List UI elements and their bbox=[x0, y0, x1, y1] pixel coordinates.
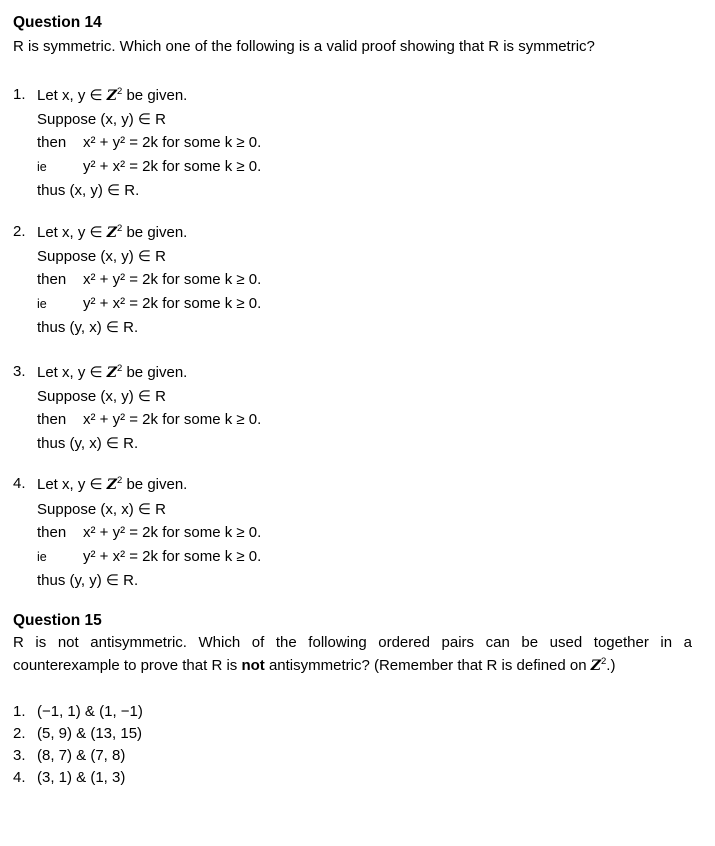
suppose-line: Suppose (x, y) ∈ R bbox=[37, 388, 166, 405]
question-14-title: Question 14 bbox=[13, 14, 102, 31]
let-line: Let x, y ∈ $Z^2$ be given. bbox=[37, 363, 188, 381]
suppose-line: Suppose (x, x) ∈ R bbox=[37, 501, 166, 518]
thus-line: thus (y, x) ∈ R. bbox=[37, 319, 139, 336]
then-line: then x² + y² = 2k for some k ≥ 0. bbox=[37, 411, 262, 428]
then-line: then x² + y² = 2k for some k ≥ 0. bbox=[37, 524, 262, 541]
option-number: 4. bbox=[13, 475, 26, 492]
question-15-title: Question 15 bbox=[13, 612, 102, 629]
then-line: then x² + y² = 2k for some k ≥ 0. bbox=[37, 271, 262, 288]
suppose-line: Suppose (x, y) ∈ R bbox=[37, 248, 166, 265]
question-15-prompt-line2: counterexample to prove that R is not antisymmetric? (Remember that R is defined on $Z^2$.) bbox=[13, 656, 616, 674]
let-line: Let x, y ∈ $Z^2$ be given. bbox=[37, 475, 188, 493]
ie-line: ie y² + x² = 2k for some k ≥ 0. bbox=[37, 158, 262, 175]
ie-line: ie y² + x² = 2k for some k ≥ 0. bbox=[37, 295, 262, 312]
question-15-prompt-line1: R is not antisymmetric. Which of the following ordered pairs can be used together in a bbox=[13, 634, 692, 651]
q15-option-2[interactable]: 2. (5, 9) & (13, 15) bbox=[13, 725, 143, 742]
thus-line: thus (y, x) ∈ R. bbox=[37, 435, 139, 452]
question-14-prompt: R is symmetric. Which one of the following is a valid proof showing that R is symmetric? bbox=[13, 38, 595, 55]
let-line: Let x, y ∈ $Z^2$ be given. bbox=[37, 223, 188, 241]
option-number: 1. bbox=[13, 86, 26, 103]
suppose-line: Suppose (x, y) ∈ R bbox=[37, 111, 166, 128]
then-line: then x² + y² = 2k for some k ≥ 0. bbox=[37, 134, 262, 151]
q15-option-1[interactable]: 1. (−1, 1) & (1, −1) bbox=[13, 703, 143, 720]
ie-line: ie y² + x² = 2k for some k ≥ 0. bbox=[37, 548, 262, 565]
option-number: 2. bbox=[13, 223, 26, 240]
thus-line: thus (y, y) ∈ R. bbox=[37, 572, 139, 589]
option-number: 3. bbox=[13, 363, 26, 380]
thus-line: thus (x, y) ∈ R. bbox=[37, 182, 140, 199]
q15-option-4[interactable]: 4. (3, 1) & (1, 3) bbox=[13, 769, 126, 786]
let-line: Let x, y ∈ $Z^2$ be given. bbox=[37, 86, 188, 104]
q15-option-3[interactable]: 3. (8, 7) & (7, 8) bbox=[13, 747, 126, 764]
